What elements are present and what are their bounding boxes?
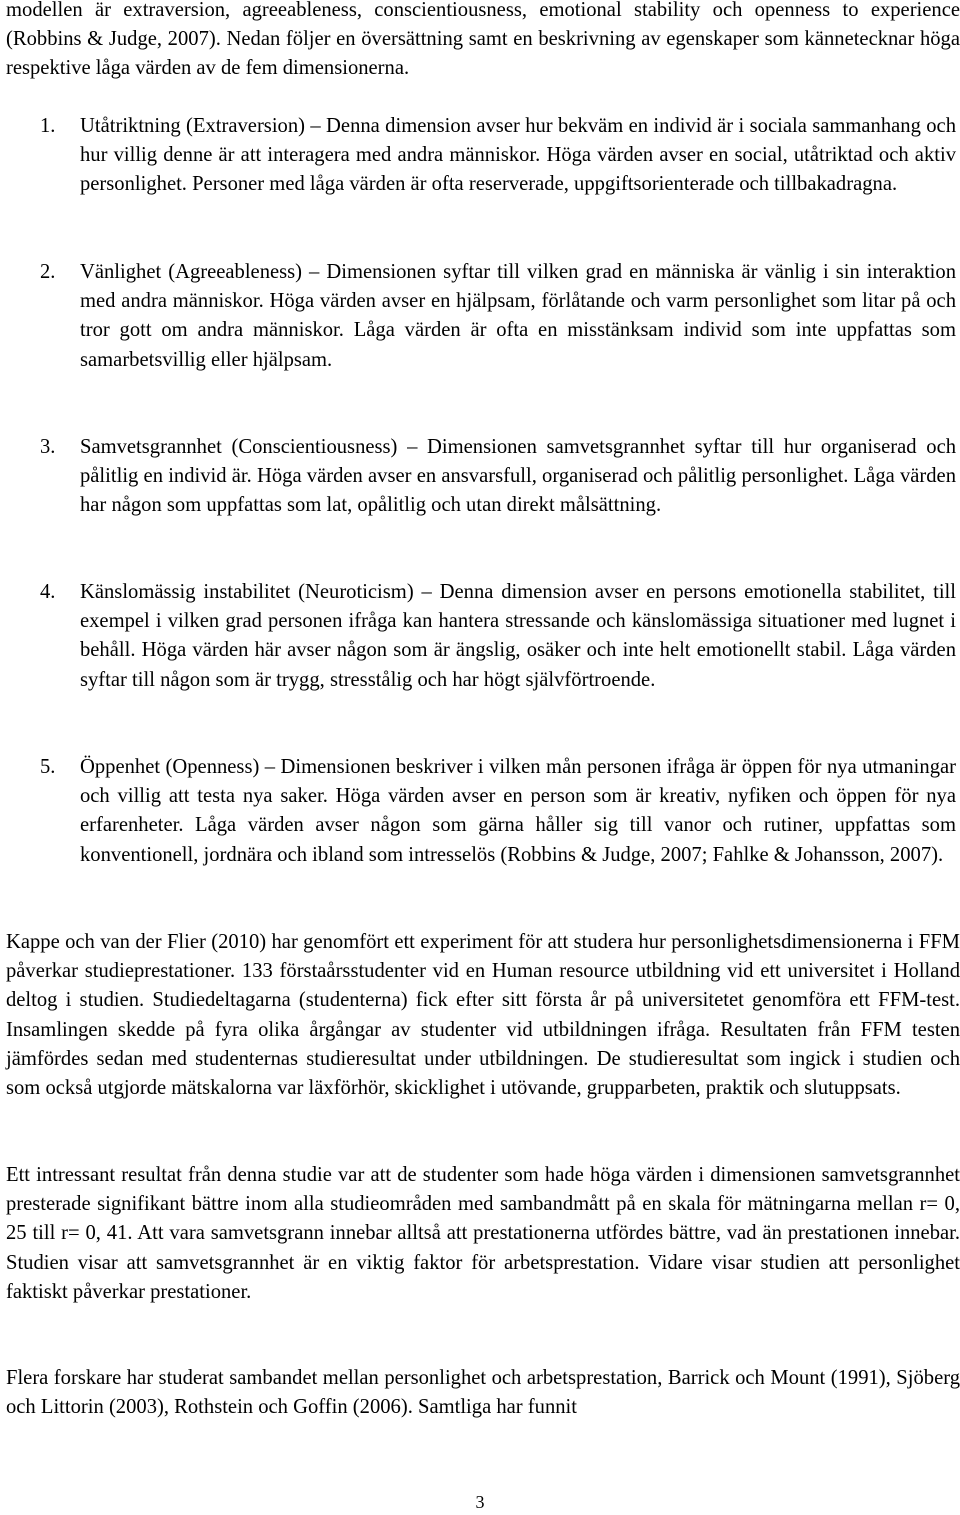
list-item-text: Samvetsgrannhet (Conscientiousness) – Dimensionen samvetsgrannhet syftar till hur organiserad och pålitlig en individ är. Höga värden avser en ansvarsfull, organiserad och pålitlig personlighet. Låga värden har någon som uppfattas som lat, opålitlig och utan direkt målsättning.: [80, 436, 956, 517]
page-number: 3: [475, 1492, 485, 1512]
paragraph-kappe-study: Kappe och van der Flier (2010) har genomfört ett experiment för att studera hur personlighetsdimensionerna i FFM påverkar studieprestationer. 133 förstaårsstudenter vid en Human resource utbildning vid ett universitet i Holland deltog i studien. Studiedeltagarna (studenterna) fick efter sitt första år på universitetet genomföra ett FFM-test. Insamlingen skedde på fyra olika årgångar av studenter vid utbildningen ifråga. Resultaten från FFM testen jämfördes sedan med studenternas studieresultat under utbildningen. De studieresultat som ingick i studien och som också utgjorde mätskalorna var läxförhör, skicklighet i utövande, grupparbeten, praktik och slutuppsats.: [6, 931, 960, 1100]
list-number: 2.: [40, 261, 56, 283]
list-number: 3.: [40, 436, 56, 458]
list-number: 1.: [40, 115, 56, 137]
list-item-neuroticism: [0, 578, 960, 695]
paragraph-other-research: Flera forskare har studerat sambandet mellan personlighet och arbetsprestation, Barrick och Mount (1991), Sjöberg och Littorin (2003), Rothstein och Goffin (2006). Samtliga har funnit: [6, 1367, 960, 1419]
list-number: 4.: [40, 581, 56, 603]
list-item-agreeableness: [0, 258, 960, 375]
list-item-openness: [0, 753, 960, 870]
list-item-text: Känslomässig instabilitet (Neuroticism) – Denna dimension avser en persons emotionella stabilitet, till exempel i vilken grad personen ifråga kan hantera stressande och känslomässiga situationer med lugnet i behåll. Höga värden här avser någon som är ängslig, osäker och inte helt emotionellt stabil. Låga värden syftar till någon som är trygg, stresstålig och har högt självförtroende.: [80, 581, 956, 691]
intro-paragraph: modellen är extraversion, agreeableness, conscientiousness, emotional stability och openness to experience (Robbins & Judge, 2007). Nedan följer en översättning samt en beskrivning av egenskaper som kännetecknar höga respektive låga värden av de fem dimensionerna.: [6, 0, 960, 80]
list-number: 5.: [40, 756, 56, 778]
list-item-text: Vänlighet (Agreeableness) – Dimensionen syftar till vilken grad en människa är vänlig i sin interaktion med andra människor. Höga värden avser en hjälpsam, förlåtande och varm personlighet som litar på och tror gott om andra människor. Låga värden är ofta en misstänksam individ som inte uppfattas som samarbetsvillig eller hjälpsam.: [80, 261, 956, 371]
paragraph-study-result: Ett intressant resultat från denna studie var att de studenter som hade höga värden i dimensionen samvetsgrannhet presterade signifikant bättre inom alla studieområden med sambandmått på en skala för mätningarna mellan r= 0, 25 till r= 0, 41. Att vara samvetsgrann innebar alltså att prestationerna utfördes bättre, vad än prestationen innebar. Studien visar att samvetsgrannhet är en viktig faktor för arbetsprestation. Vidare visar studien att personlighet faktiskt påverkar prestationer.: [6, 1164, 960, 1303]
list-item-conscientiousness: [0, 433, 960, 521]
list-item-extraversion: [0, 112, 960, 200]
list-item-text: Utåtriktning (Extraversion) – Denna dimension avser hur bekväm en individ är i sociala sammanhang och hur villig denne är att interagera med andra människor. Höga värden avser en social, utåtriktad och aktiv personlighet. Personer med låga värden är ofta reserverade, uppgiftsorienterade och tillbakadragna.: [80, 115, 956, 196]
list-item-text: Öppenhet (Openness) – Dimensionen beskriver i vilken mån personen ifråga är öppen för nya utmaningar och villig att testa nya saker. Höga värden avser en person som är kreativ, nyfiken och öppen för nya erfarenheter. Låga värden avser någon som gärna håller sig till vanor och rutiner, uppfattas som konventionell, jordnära och ibland som intresselös (Robbins & Judge, 2007; Fahlke & Johansson, 2007).: [80, 756, 956, 866]
